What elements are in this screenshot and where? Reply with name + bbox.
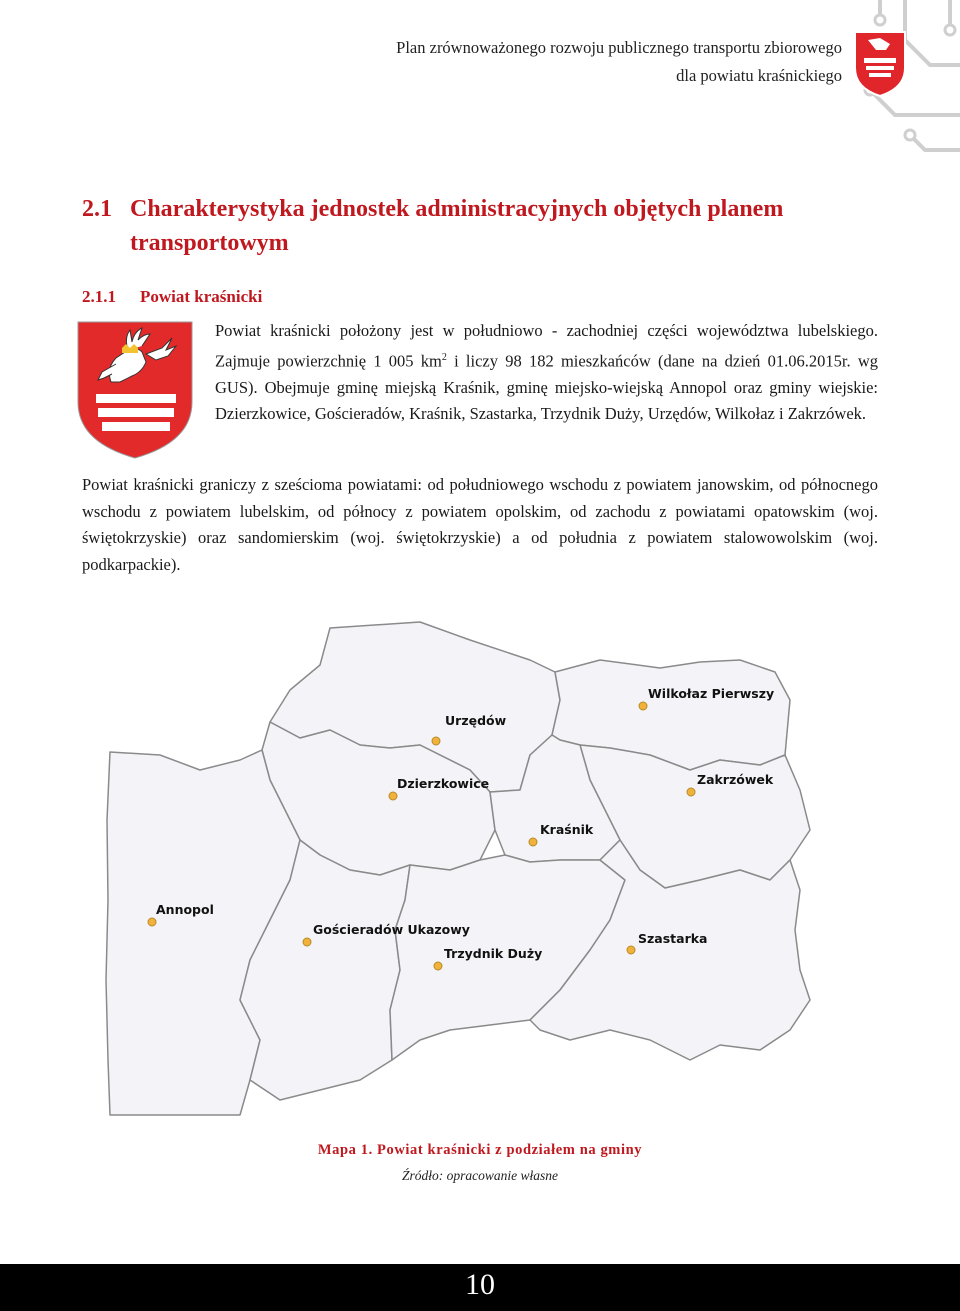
dot-annopol bbox=[148, 918, 156, 926]
label-dzierzkowice: Dzierzkowice bbox=[397, 776, 490, 791]
intro-text-2: i liczy 98 182 mieszkańców (dane na dzień 01.06.2015r. wg GUS). Obejmuje gminę miejską Kraśnik, gminę miejsko-wiejską Annopol oraz gminy wiejskie: Dzierzkowice, Gościeradów, Kraśnik, Szastarka, Trzydnik Duży, Urzędów, Wilkołaz i Zakrzówek. bbox=[215, 351, 878, 423]
header-emblem-decoration bbox=[850, 0, 960, 190]
neighbours-paragraph: Powiat kraśnicki graniczy z sześcioma powiatami: od południowego wschodu z powiatem janowskim, od północnego wschodu z powiatem lubelskim, od północy z powiatem opolskim, od zachodu z powiatami opatowskim (woj. świętokrzyskie) oraz sandomierskim (woj. świętokrzyskie) a od południa z powiatem stalowowolskim (woj. podkarpackie). bbox=[82, 475, 878, 574]
subsection-title: Powiat kraśnicki bbox=[140, 287, 263, 306]
header-line-2: dla powiatu kraśnickiego bbox=[676, 66, 842, 85]
dot-dzierzkowice bbox=[389, 792, 397, 800]
footer-bar bbox=[0, 1264, 960, 1311]
dot-wilkolaz bbox=[639, 702, 647, 710]
dot-urzedow bbox=[432, 737, 440, 745]
dot-goscieradow bbox=[303, 938, 311, 946]
map-source: Źródło: opracowanie własne bbox=[401, 1168, 558, 1183]
page-number: 10 bbox=[465, 1268, 495, 1301]
dot-szastarka bbox=[627, 946, 635, 954]
subsection-number: 2.1.1 bbox=[82, 287, 116, 306]
dot-krasnik bbox=[529, 838, 537, 846]
section-title-line-2: transportowym bbox=[130, 230, 289, 256]
intro-paragraph bbox=[215, 318, 878, 428]
map-caption: Mapa 1. Powiat kraśnicki z podziałem na gminy bbox=[317, 1142, 643, 1158]
running-header bbox=[396, 34, 842, 90]
section-title-line-1: Charakterystyka jednostek administracyjnych objętych planem bbox=[130, 196, 784, 222]
label-trzydnik: Trzydnik Duży bbox=[444, 946, 543, 961]
dot-zakrzowek bbox=[687, 788, 695, 796]
intro-sup: 2 bbox=[441, 351, 447, 363]
intro-text-1: Powiat kraśnicki położony jest w południowo - zachodniej części województwa lubelskiego. Zajmuje powierzchnię 1 005 km bbox=[215, 321, 878, 370]
county-map bbox=[0, 600, 960, 1140]
label-wilkolaz: Wilkołaz Pierwszy bbox=[648, 686, 775, 701]
label-goscieradow: Gościeradów Ukazowy bbox=[313, 922, 470, 937]
label-szastarka: Szastarka bbox=[638, 931, 708, 946]
section-number: 2.1 bbox=[82, 196, 112, 222]
coat-of-arms-icon bbox=[76, 320, 194, 460]
label-urzedow: Urzędów bbox=[445, 713, 507, 728]
header-line-1: Plan zrównoważonego rozwoju publicznego transportu zbiorowego bbox=[396, 38, 842, 57]
label-annopol: Annopol bbox=[156, 902, 214, 917]
label-krasnik: Kraśnik bbox=[540, 822, 594, 837]
dot-trzydnik bbox=[434, 962, 442, 970]
subsection-heading bbox=[82, 287, 262, 307]
section-heading bbox=[82, 192, 882, 260]
small-coat-of-arms-icon bbox=[855, 32, 905, 96]
label-zakrzowek: Zakrzówek bbox=[697, 772, 774, 787]
